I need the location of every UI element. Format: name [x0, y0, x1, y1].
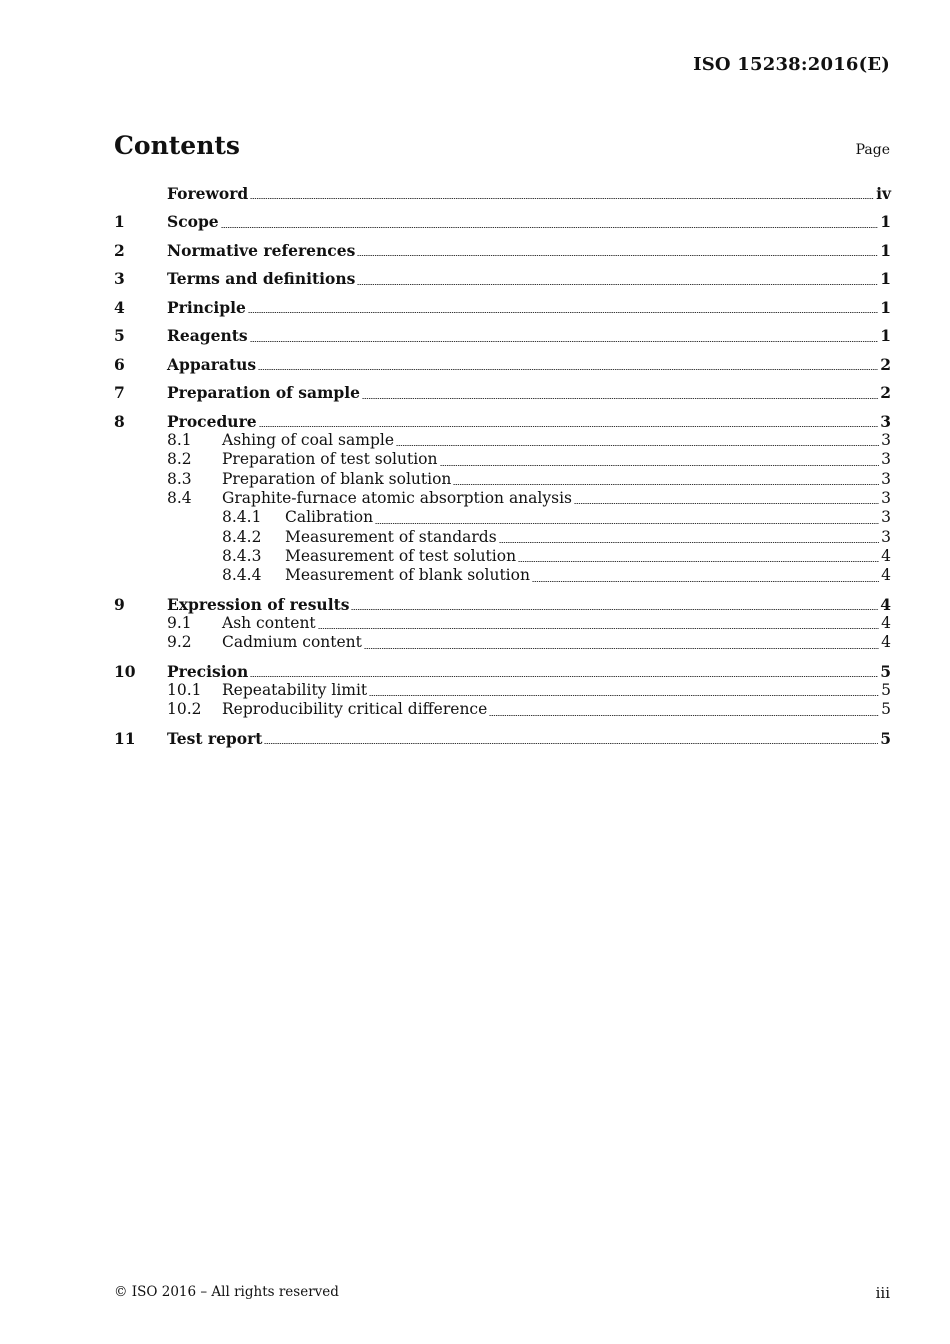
toc-entry-page: 4: [881, 614, 891, 633]
dot-leader: [453, 484, 879, 485]
toc-entry-title: Precision: [167, 661, 249, 681]
toc-entry-number: 6: [114, 354, 125, 374]
toc-entry-title: Terms and definitions: [167, 269, 356, 289]
dot-leader: [362, 398, 878, 399]
toc-entry-page: 1: [880, 240, 891, 260]
dot-leader: [375, 523, 879, 524]
toc-entry[interactable]: [114, 681, 891, 700]
dot-leader: [259, 426, 879, 427]
page-column-label: Page: [855, 142, 890, 158]
toc-entry[interactable]: [114, 595, 891, 614]
dot-leader: [532, 581, 879, 582]
toc-entry-title: Test report: [167, 728, 263, 748]
toc-entry-number: 7: [114, 383, 125, 403]
dot-leader: [499, 542, 879, 543]
dot-leader: [364, 648, 879, 649]
dot-leader: [489, 715, 879, 716]
toc-entry-number: 9: [114, 594, 125, 614]
toc-entry-page: 3: [881, 450, 891, 469]
table-of-contents: [114, 184, 891, 748]
dot-leader: [264, 743, 878, 744]
dot-leader: [248, 312, 878, 313]
toc-entry[interactable]: [114, 431, 891, 450]
toc-entry-page: 3: [881, 469, 891, 488]
dot-leader: [369, 695, 879, 696]
toc-entry-page: 3: [881, 508, 891, 527]
toc-entry[interactable]: [114, 355, 891, 374]
dot-leader: [357, 284, 878, 285]
dot-leader: [250, 676, 878, 677]
toc-entry-number: 8.4.3: [222, 546, 262, 565]
toc-entry-page: 5: [880, 728, 891, 748]
toc-entry-title: Cadmium content: [222, 633, 362, 652]
toc-entry-page: 3: [881, 431, 891, 450]
toc-entry-page: 1: [880, 297, 891, 317]
dot-leader: [574, 503, 879, 504]
toc-entry-number: 8: [114, 411, 125, 431]
toc-entry-title: Reproducibility critical difference: [222, 700, 488, 719]
toc-entry-page: 5: [881, 681, 891, 700]
page-footer: [114, 1284, 890, 1302]
toc-entry-title: Measurement of blank solution: [285, 566, 530, 585]
toc-entry-number: 8.4.2: [222, 527, 262, 546]
toc-entry-page: 2: [880, 354, 891, 374]
dot-leader: [396, 445, 879, 446]
toc-entry[interactable]: [114, 729, 891, 748]
toc-entry[interactable]: [114, 241, 891, 260]
toc-entry-page: 4: [881, 633, 891, 652]
toc-entry[interactable]: [114, 184, 891, 203]
copyright-notice: © ISO 2016 – All rights reserved: [114, 1284, 339, 1300]
toc-entry-number: 8.3: [167, 469, 192, 488]
dot-leader: [221, 227, 879, 228]
toc-entry-number: 8.1: [167, 431, 192, 450]
toc-entry-number: 8.4: [167, 489, 192, 508]
contents-heading-row: [114, 131, 890, 160]
dot-leader: [357, 255, 878, 256]
toc-entry-number: 2: [114, 240, 125, 260]
toc-entry-page: 4: [881, 566, 891, 585]
dot-leader: [250, 341, 879, 342]
toc-entry-number: 11: [114, 728, 136, 748]
toc-entry-page: 4: [880, 594, 891, 614]
toc-entry-number: 4: [114, 297, 125, 317]
page-number: iii: [875, 1284, 890, 1302]
toc-entry-number: 10.1: [167, 681, 202, 700]
toc-entry-title: Ashing of coal sample: [222, 431, 394, 450]
toc-entry-page: 2: [880, 383, 891, 403]
toc-entry[interactable]: [114, 450, 891, 469]
toc-entry-page: 3: [881, 527, 891, 546]
toc-entry-title: Calibration: [285, 508, 374, 527]
toc-entry-page: 1: [880, 212, 891, 232]
toc-entry-number: 10: [114, 661, 136, 681]
toc-entry-number: 3: [114, 269, 125, 289]
dot-leader: [440, 465, 880, 466]
toc-entry-number: 8.4.4: [222, 566, 262, 585]
dot-leader: [518, 561, 879, 562]
toc-entry[interactable]: [114, 614, 891, 633]
toc-entry-number: 9.1: [167, 614, 192, 633]
toc-entry-title: Ash content: [222, 614, 316, 633]
toc-entry[interactable]: [114, 212, 891, 231]
toc-entry-title: Scope: [167, 212, 219, 232]
toc-entry-page: 5: [880, 661, 891, 681]
toc-entry-title: Normative references: [167, 240, 356, 260]
toc-entry[interactable]: [114, 633, 891, 652]
toc-entry[interactable]: [114, 662, 891, 681]
toc-entry-number: 5: [114, 326, 125, 346]
toc-entry[interactable]: [114, 528, 891, 547]
toc-entry[interactable]: [114, 269, 891, 288]
toc-entry-number: 8.4.1: [222, 508, 262, 527]
toc-entry[interactable]: [114, 700, 891, 719]
document-id: ISO 15238:2016(E): [693, 54, 890, 75]
toc-entry-title: Preparation of sample: [167, 383, 360, 403]
toc-entry[interactable]: [114, 326, 891, 345]
dot-leader: [250, 198, 874, 199]
toc-entry-page: 5: [881, 700, 891, 719]
dot-leader: [258, 369, 878, 370]
toc-entry[interactable]: [114, 298, 891, 317]
toc-entry-page: 1: [880, 326, 891, 346]
toc-entry-title: Reagents: [167, 326, 248, 346]
toc-entry-title: Measurement of test solution: [285, 546, 517, 565]
toc-entry-page: 4: [881, 546, 891, 565]
toc-entry[interactable]: [114, 547, 891, 566]
toc-entry-title: Principle: [167, 297, 246, 317]
toc-entry-title: Foreword: [167, 184, 249, 203]
toc-entry-number: 8.2: [167, 450, 192, 469]
dot-leader: [351, 609, 878, 610]
toc-entry[interactable]: [114, 508, 891, 527]
toc-entry[interactable]: [114, 470, 891, 489]
toc-entry-title: Preparation of blank solution: [222, 469, 452, 488]
toc-entry-page: 3: [881, 489, 891, 508]
toc-entry-number: 10.2: [167, 700, 202, 719]
toc-entry-number: 9.2: [167, 633, 192, 652]
toc-entry-title: Procedure: [167, 411, 257, 431]
toc-entry-page: iv: [876, 184, 891, 203]
toc-entry-page: 1: [880, 269, 891, 289]
toc-entry-title: Preparation of test solution: [222, 450, 438, 469]
toc-entry[interactable]: [114, 412, 891, 431]
toc-entry-title: Apparatus: [167, 354, 257, 374]
toc-entry[interactable]: [114, 489, 891, 508]
toc-entry[interactable]: [114, 566, 891, 585]
toc-entry-title: Measurement of standards: [285, 527, 497, 546]
toc-entry-title: Repeatability limit: [222, 681, 368, 700]
contents-title: Contents: [114, 131, 241, 160]
toc-entry[interactable]: [114, 383, 891, 402]
toc-entry-title: Graphite-furnace atomic absorption analysis: [222, 489, 572, 508]
toc-entry-page: 3: [880, 411, 891, 431]
toc-entry-title: Expression of results: [167, 594, 350, 614]
dot-leader: [318, 628, 879, 629]
toc-entry-number: 1: [114, 212, 125, 232]
